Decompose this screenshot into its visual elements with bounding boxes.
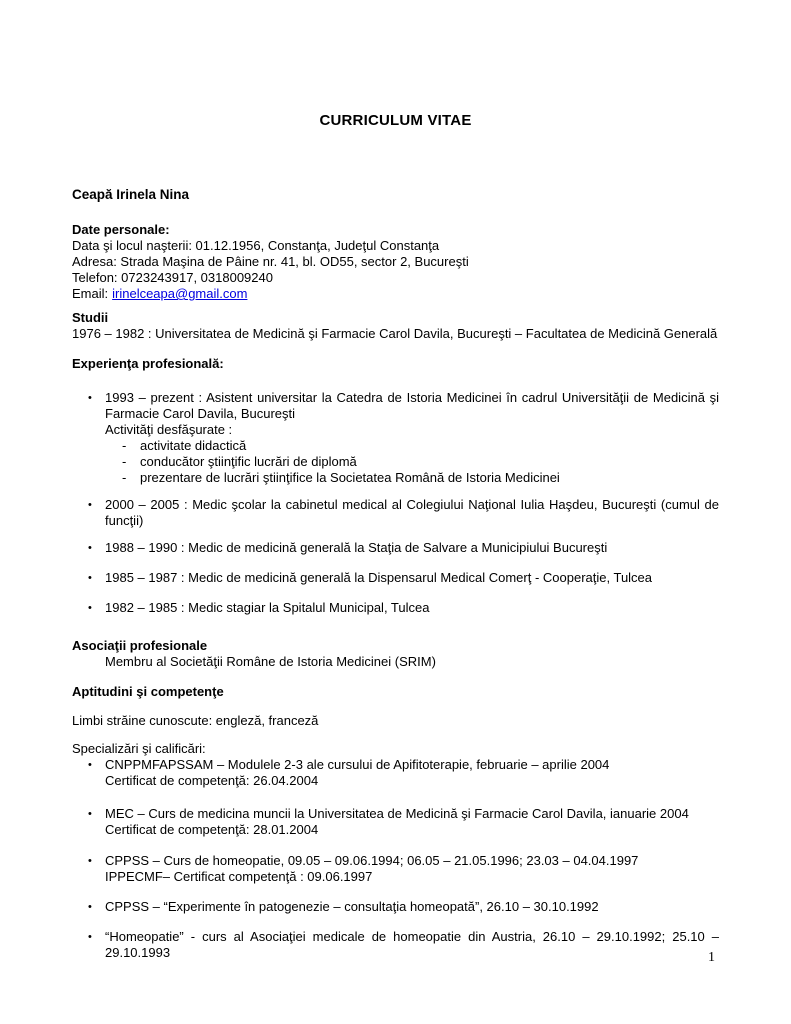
dash-icon: -	[122, 438, 127, 453]
bullet-icon: •	[88, 855, 92, 867]
qualification-item	[72, 899, 719, 915]
page-title: CURRICULUM VITAE	[319, 112, 472, 129]
email-line	[72, 286, 719, 302]
experience-item	[72, 600, 719, 616]
associations-heading: Asociaţii profesionale	[72, 638, 208, 653]
activity-item	[105, 438, 719, 454]
phone-line: Telefon: 0723243917, 0318009240	[72, 270, 273, 285]
address-line: Adresa: Strada Maşina de Pâine nr. 41, bl. OD55, sector 2, Bucureşti	[72, 254, 469, 269]
bullet-icon: •	[88, 392, 92, 404]
bullet-icon: •	[88, 572, 92, 584]
bullet-icon: •	[88, 542, 92, 554]
section-associations	[72, 638, 719, 670]
experience-item	[72, 390, 719, 486]
section-personal	[72, 222, 719, 302]
bullet-icon: •	[88, 931, 92, 943]
qualification-item	[72, 806, 719, 838]
studies-line: 1976 – 1982 : Universitatea de Medicină şi Farmacie Carol Davila, Bucureşti – Facultatea de Medicină Generală	[72, 326, 718, 341]
bullet-icon: •	[88, 602, 92, 614]
studies-heading: Studii	[72, 310, 109, 325]
skills-heading: Aptitudini şi competenţe	[72, 684, 224, 699]
qualifications-heading: Specializări şi calificări:	[72, 741, 206, 756]
qualification-certificate: IPPECMF– Certificat competenţă : 09.06.1997	[105, 869, 373, 884]
qualification-line: CPPSS – Curs de homeopatie, 09.05 – 09.06.1994; 06.05 – 21.05.1996; 23.03 – 04.04.1997	[105, 853, 639, 868]
activity-text: conducător ştiinţific lucrări de diplomă	[140, 454, 357, 469]
bullet-icon: •	[88, 499, 92, 511]
qualification-item	[72, 853, 719, 885]
activities-label: Activităţi desfăşurate :	[105, 422, 233, 437]
email-link[interactable]: irinelceapa@gmail.com	[112, 286, 248, 301]
qualification-line: CPPSS – “Experimente în patogenezie – consultaţia homeopată”, 26.10 – 30.10.1992	[105, 899, 599, 914]
activity-text: prezentare de lucrări ştiinţifice la Societatea Română de Istoria Medicinei	[140, 470, 560, 485]
person-name: Ceapă Irinela Nina	[72, 187, 190, 202]
qualification-line: MEC – Curs de medicina muncii la Universitatea de Medicină şi Farmacie Carol Davila, ianuarie 2004	[105, 806, 689, 821]
qualification-item	[72, 757, 719, 789]
qualification-item	[72, 929, 719, 961]
section-studies	[72, 310, 719, 342]
experience-item-text: 1982 – 1985 : Medic stagiar la Spitalul Municipal, Tulcea	[105, 600, 430, 615]
activity-item	[105, 470, 719, 486]
birth-line: Data şi locul naşterii: 01.12.1956, Constanţa, Judeţul Constanţa	[72, 238, 440, 253]
languages-line: Limbi străine cunoscute: engleză, franceză	[72, 713, 319, 728]
dash-icon: -	[122, 470, 127, 485]
email-label: Email:	[72, 286, 109, 301]
experience-item	[72, 497, 719, 529]
activity-item	[105, 454, 719, 470]
experience-item-text: 2000 – 2005 : Medic şcolar la cabinetul medical al Colegiului Naţional Iulia Haşdeu, Bucureşti (cumul de funcţii)	[105, 497, 719, 528]
qualification-line: CNPPMFAPSSAM – Modulele 2-3 ale cursului de Apifitoterapie, februarie – aprilie 2004	[105, 757, 610, 772]
experience-item	[72, 570, 719, 586]
personal-heading: Date personale:	[72, 222, 170, 237]
bullet-icon: •	[88, 759, 92, 771]
experience-item-text: 1985 – 1987 : Medic de medicină generală la Dispensarul Medical Comerţ - Cooperaţie, Tulcea	[105, 570, 653, 585]
bullet-icon: •	[88, 901, 92, 913]
dash-icon: -	[122, 454, 127, 469]
experience-item-text: 1988 – 1990 : Medic de medicină generală la Staţia de Salvare a Municipiului Bucureşti	[105, 540, 608, 555]
qualification-line: “Homeopatie” - curs al Asociaţiei medicale de homeopatie din Austria, 26.10 – 29.10.1992; 25.10 – 29.10.1993	[105, 929, 719, 960]
activity-text: activitate didactică	[140, 438, 247, 453]
qualification-certificate: Certificat de competenţă: 26.04.2004	[105, 773, 319, 788]
qualification-certificate: Certificat de competenţă: 28.01.2004	[105, 822, 319, 837]
associations-text: Membru al Societăţii Române de Istoria Medicinei (SRIM)	[105, 654, 436, 669]
experience-heading: Experienţa profesională:	[72, 356, 224, 371]
experience-item	[72, 540, 719, 556]
experience-item-text: 1993 – prezent : Asistent universitar la Catedra de Istoria Medicinei în cadrul Universităţii de Medicină şi Farmacie Carol Davila, Bucureşti	[105, 390, 719, 421]
bullet-icon: •	[88, 808, 92, 820]
page-number: 1	[708, 950, 715, 965]
